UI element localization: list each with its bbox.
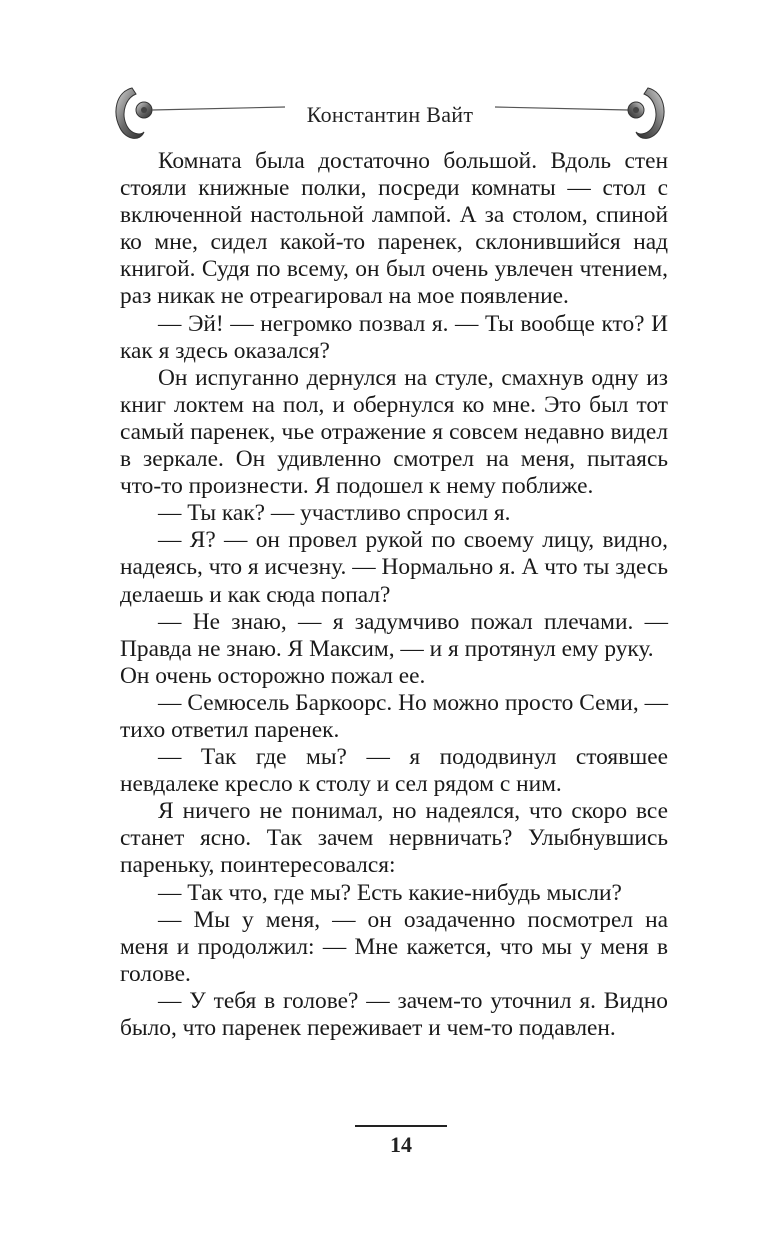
scroll-ornament-icon	[495, 84, 670, 144]
paragraph: Комната была достаточно большой. Вдоль стен стояли книжные полки, посреди комнаты — стол с включенной настольной лампой. А за столом, спиной ко мне, сидел какой-то паренек, склонившийся над книгой. Судя по всему, он был очень увлечен чтением, раз никак не отреагировал на мое появление.	[120, 148, 668, 310]
paragraph: — Не знаю, — я задумчиво пожал плечами. — Правда не знаю. Я Максим, — и я протянул ему руку.	[120, 608, 668, 662]
page-number: 14	[390, 1132, 412, 1157]
running-header	[110, 84, 670, 144]
folio-rule	[355, 1125, 447, 1127]
paragraph: — Так что, где мы? Есть какие-нибудь мысли?	[158, 879, 622, 906]
paragraph: Он испуганно дернулся на стуле, смахнув одну из книг локтем на пол, и обернулся ко мне. Это был тот самый паренек, чье отражение я совсем недавно видел в зеркале. Он удивленно смотрел на меня, пытаясь что-то произнести. Я подошел к нему поближе.	[120, 364, 668, 500]
paragraph: — У тебя в голове? — зачем-то уточнил я. Видно было, что паренек переживает и чем-то подавлен.	[120, 987, 668, 1041]
paragraph: Он очень осторожно пожал ее.	[120, 662, 426, 689]
paragraph: — Я? — он провел рукой по своему лицу, видно, надеясь, что я исчезну. — Нормально я. А что ты здесь делаешь и как сюда попал?	[120, 527, 668, 608]
paragraph: Я ничего не понимал, но надеялся, что скоро все станет ясно. Так зачем нервничать? Улыбнувшись пареньку, поинтересовался:	[120, 798, 668, 879]
body-text	[120, 148, 668, 1042]
paragraph: — Мы у меня, — он озадаченно посмотрел на меня и продолжил: — Мне кажется, что мы у меня в голове.	[120, 906, 668, 987]
paragraph: — Так где мы? — я пододвинул стоявшее невдалеке кресло к столу и сел рядом с ним.	[120, 744, 668, 798]
paragraph: — Эй! — негромко позвал я. — Ты вообще кто? И как я здесь оказался?	[120, 310, 668, 364]
paragraph: — Ты как? — участливо спросил я.	[158, 500, 511, 527]
paragraph: — Семюсель Баркоорс. Но можно просто Семи, — тихо ответил паренек.	[120, 689, 668, 743]
header-author: Константин Вайт	[306, 102, 474, 127]
